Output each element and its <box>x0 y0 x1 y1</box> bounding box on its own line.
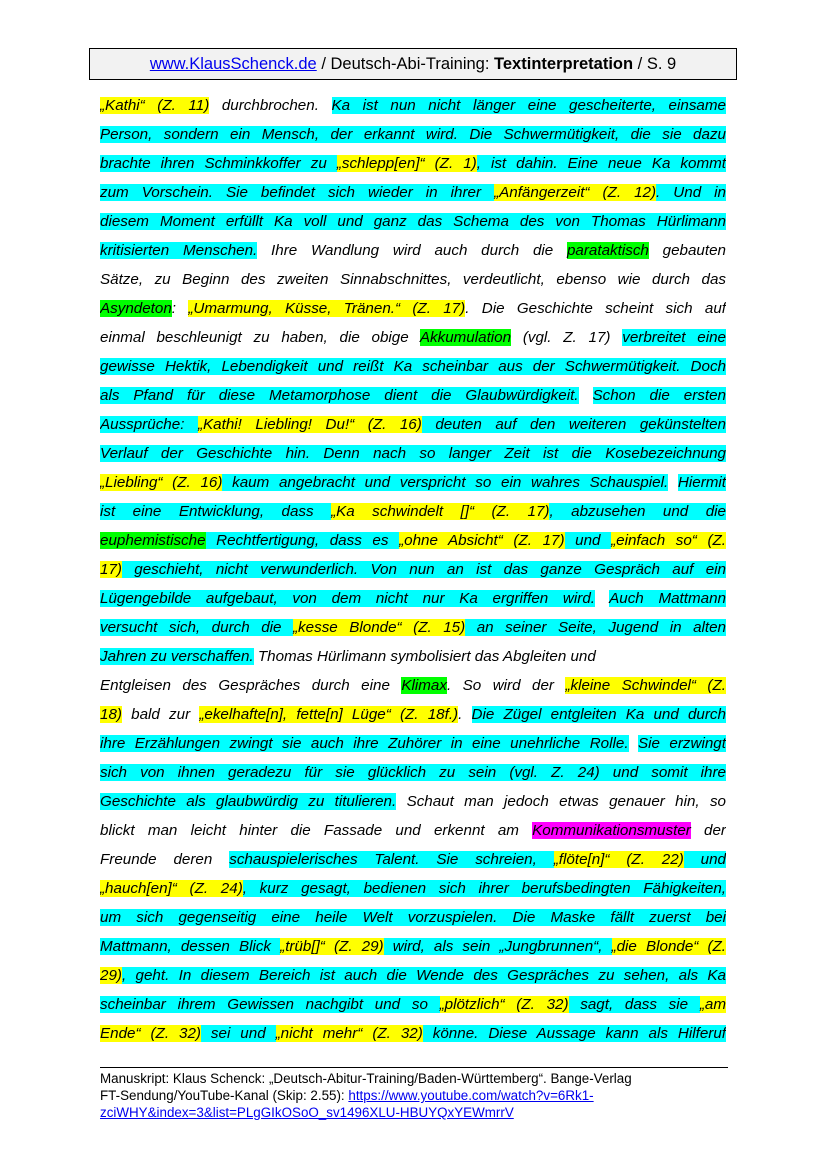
highlighted-span: scheinbar ihrem Gewissen nachgibt und so <box>100 996 440 1013</box>
highlighted-span: 17) <box>100 561 122 578</box>
highlighted-span: brachte ihren Schminkkoffer zu <box>100 155 337 172</box>
highlighted-span: Ende“ (Z. 32) <box>100 1025 201 1042</box>
highlighted-span: 18) <box>100 706 122 723</box>
text-line <box>100 903 726 932</box>
highlighted-span: kaum angebracht und verspricht so ein wahres Schauspiel. <box>222 474 669 491</box>
text-line <box>100 729 726 758</box>
highlighted-span: „schlepp[en]“ (Z. 1) <box>336 155 477 172</box>
text-line <box>100 323 726 352</box>
text-line <box>100 584 726 613</box>
footer-broadcast-label: FT-Sendung/YouTube-Kanal (Skip: 2.55): <box>100 1088 349 1103</box>
text-span: der <box>690 822 726 839</box>
highlighted-span: und <box>564 532 612 549</box>
page-number: / S. 9 <box>633 55 677 73</box>
text-span: Schaut man jedoch etwas genauer hin, so <box>406 793 726 810</box>
footer-rule <box>100 1067 728 1068</box>
highlighted-span: Sie erzwingt <box>638 735 726 752</box>
highlighted-span: sich von ihnen geradezu für sie glücklich zu sein (vgl. Z. 24) und somit ihre <box>100 764 726 781</box>
highlighted-span: , kurz gesagt, bedienen sich ihrer berufsbedingten Fähigkeiten, <box>242 880 726 897</box>
highlighted-span: , geht. In diesem Bereich ist auch die Wende des Gespräches zu sehen, als Ka <box>121 967 726 984</box>
highlighted-span: schauspielerisches Talent. Sie schreien, <box>229 851 554 868</box>
highlighted-span: „Kathi“ (Z. 11) <box>100 97 210 114</box>
text-line <box>100 671 726 700</box>
text-line <box>100 787 726 816</box>
text-line <box>100 642 726 671</box>
highlighted-span: Kommunikationsmuster <box>532 822 691 839</box>
highlighted-span: „plötzlich“ (Z. 32) <box>439 996 569 1013</box>
highlighted-span: „hauch[en]“ (Z. 24) <box>100 880 243 897</box>
highlighted-span: „ohne Absicht“ (Z. 17) <box>399 532 565 549</box>
text-span: : <box>171 300 189 317</box>
text-line <box>100 990 726 1019</box>
text-line <box>100 932 726 961</box>
highlighted-span: Rechtfertigung, dass es <box>205 532 400 549</box>
highlighted-span: Hiermit <box>677 474 726 491</box>
header-topic: Textinterpretation <box>494 55 634 73</box>
highlighted-span: „flöte[n]“ (Z. 22) <box>553 851 684 868</box>
text-line <box>100 874 726 903</box>
highlighted-span: „ekelhafte[n], fette[n] Lüge“ (Z. 18f.) <box>199 706 459 723</box>
highlighted-span: Akkumulation <box>419 329 512 346</box>
highlighted-span: geschieht, nicht verwunderlich. Von nun an ist das ganze Gespräch auf ein <box>121 561 726 578</box>
highlighted-span: , ist dahin. Eine neue Ka kommt <box>476 155 726 172</box>
text-line <box>100 236 726 265</box>
text-span: bald zur <box>121 706 200 723</box>
footer-broadcast <box>100 1087 740 1104</box>
text-line <box>100 207 726 236</box>
text-line <box>100 497 726 526</box>
highlighted-span: Verlauf der Geschichte hin. Denn nach so langer Zeit ist die Kosebezeichnung <box>100 445 726 462</box>
text-line <box>100 613 726 642</box>
highlighted-span: „Liebling“ (Z. 16) <box>100 474 223 491</box>
highlighted-span: Jahren zu verschaffen. <box>100 648 254 665</box>
highlighted-span: sagt, dass sie <box>568 996 700 1013</box>
text-span: Entgleisen des Gespräches durch eine <box>100 677 402 694</box>
text-span: Thomas Hürlimann symbolisiert das Abgleiten und <box>257 648 596 665</box>
text-span: . Die Geschichte scheint sich auf <box>465 300 726 317</box>
highlighted-span: deuten auf den weiteren gekünstelten <box>421 416 726 433</box>
text-line <box>100 265 726 294</box>
highlighted-span: gewisse Hektik, Lebendigkeit und reißt Ka scheinbar aus der Schwermütigkeit. Doch <box>100 358 726 375</box>
interpretation-text <box>100 91 726 1048</box>
highlighted-span: verbreitet eine <box>622 329 726 346</box>
text-span: Sätze, zu Beginn des zweiten Sinnabschnittes, verdeutlicht, ebenso wie durch das <box>100 271 726 288</box>
highlighted-span: euphemistische <box>100 532 206 549</box>
text-line <box>100 352 726 381</box>
text-span: . So wird der <box>446 677 566 694</box>
text-line <box>100 758 726 787</box>
highlighted-span: „die Blonde“ (Z. <box>611 938 726 955</box>
text-line <box>100 526 726 555</box>
text-line <box>100 845 726 874</box>
highlighted-span: zum Vorschein. Sie befindet sich wieder in ihrer <box>100 184 495 201</box>
text-span: gebauten <box>648 242 726 259</box>
highlighted-span: , abzusehen und die <box>549 503 726 520</box>
highlighted-span: ihre Erzählungen zwingt sie auch ihre Zuhörer in eine unehrliche Rolle. <box>100 735 629 752</box>
footer-link-continued <box>100 1104 740 1121</box>
highlighted-span: Schon die ersten <box>592 387 726 404</box>
highlighted-span: parataktisch <box>566 242 649 259</box>
text-line <box>100 700 726 729</box>
text-span: Ihre Wandlung wird auch durch die <box>271 242 567 259</box>
text-line <box>100 91 726 120</box>
text-line <box>100 381 726 410</box>
highlighted-span: ist eine Entwicklung, dass <box>100 503 332 520</box>
highlighted-span: „Umarmung, Küsse, Tränen.“ (Z. 17) <box>188 300 466 317</box>
highlighted-span: könne. Diese Aussage kann als Hilferuf <box>422 1025 726 1042</box>
text-line <box>100 961 726 990</box>
youtube-link-continued[interactable]: zciWHY&index=3&list=PLgGIkOSoO_sv1496XLU-HBUYQxYEWmrrV <box>100 1105 514 1120</box>
highlighted-span: Lügengebilde aufgebaut, von dem nicht nur Ka ergriffen wird. <box>100 590 595 607</box>
page-header <box>89 48 737 80</box>
text-line <box>100 439 726 468</box>
highlighted-span: sei und <box>200 1025 276 1042</box>
highlighted-span: Aussprüche: <box>100 416 198 433</box>
highlighted-span: Auch Mattmann <box>609 590 726 607</box>
text-span: (vgl. Z. 17) <box>511 329 623 346</box>
text-span: durchbrochen. <box>221 97 332 114</box>
text-line <box>100 468 726 497</box>
page-footer <box>100 1070 740 1121</box>
text-span: einmal beschleunigt zu haben, die obige <box>100 329 420 346</box>
highlighted-span: diesem Moment erfüllt Ka voll und ganz das Schema des von Thomas Hürlimann <box>100 213 726 230</box>
highlighted-span: Geschichte als glaubwürdig zu titulieren. <box>100 793 397 810</box>
highlighted-span: „Anfängerzeit“ (Z. 12) <box>494 184 657 201</box>
highlighted-span: „kesse Blonde“ (Z. 15) <box>293 619 466 636</box>
highlighted-span: Die Zügel entgleiten Ka und durch <box>471 706 726 723</box>
highlighted-span: versucht sich, durch die <box>100 619 293 636</box>
highlighted-span: kritisierten Menschen. <box>100 242 258 259</box>
text-line <box>100 120 726 149</box>
text-line <box>100 555 726 584</box>
text-line <box>100 1019 726 1048</box>
text-line <box>100 816 726 845</box>
text-span: Freunde deren <box>100 851 230 868</box>
highlighted-span: „nicht mehr“ (Z. 32) <box>275 1025 423 1042</box>
highlighted-span: Person, sondern ein Mensch, der erkannt wird. Die Schwermütigkeit, die sie dazu <box>100 126 726 143</box>
highlighted-span: um sich gegenseitig eine heile Welt vorzuspielen. Die Maske fällt zuerst bei <box>100 909 726 926</box>
header-separator: / Deutsch-Abi-Training: <box>316 55 495 73</box>
highlighted-span: 29) <box>100 967 122 984</box>
highlighted-span: „Ka schwindelt []“ (Z. 17) <box>331 503 550 520</box>
highlighted-span: Ka ist nun nicht länger eine gescheiterte, einsame <box>331 97 726 114</box>
highlighted-span: Asyndeton <box>100 300 172 317</box>
site-link[interactable]: www.KlausSchenck.de <box>149 55 317 73</box>
highlighted-span: Mattmann, dessen Blick <box>100 938 281 955</box>
youtube-link[interactable]: https://www.youtube.com/watch?v=6Rk1- <box>348 1088 594 1103</box>
highlighted-span: als Pfand für diese Metamorphose dient die Glaubwürdigkeit. <box>100 387 579 404</box>
text-line <box>100 178 726 207</box>
highlighted-span: und <box>683 851 726 868</box>
text-line <box>100 410 726 439</box>
highlighted-span: „trüb[]“ (Z. 29) <box>280 938 384 955</box>
text-span: blickt man leicht hinter die Fassade und erkennt am <box>100 822 533 839</box>
highlighted-span: „am <box>699 996 726 1013</box>
highlighted-span: . Und in <box>656 184 726 201</box>
highlighted-span: „einfach so“ (Z. <box>611 532 726 549</box>
highlighted-span: „Kathi! Liebling! Du!“ (Z. 16) <box>197 416 422 433</box>
highlighted-span: wird, als sein „Jungbrunnen“, <box>383 938 612 955</box>
text-line <box>100 294 726 323</box>
highlighted-span: Klimax <box>401 677 447 694</box>
text-span: . <box>458 706 472 723</box>
text-line <box>100 149 726 178</box>
highlighted-span: „kleine Schwindel“ (Z. <box>565 677 726 694</box>
footer-source: Manuskript: Klaus Schenck: „Deutsch-Abitur-Training/Baden-Württemberg“. Bange-Verlag <box>100 1071 632 1086</box>
highlighted-span: an seiner Seite, Jugend in alten <box>465 619 726 636</box>
